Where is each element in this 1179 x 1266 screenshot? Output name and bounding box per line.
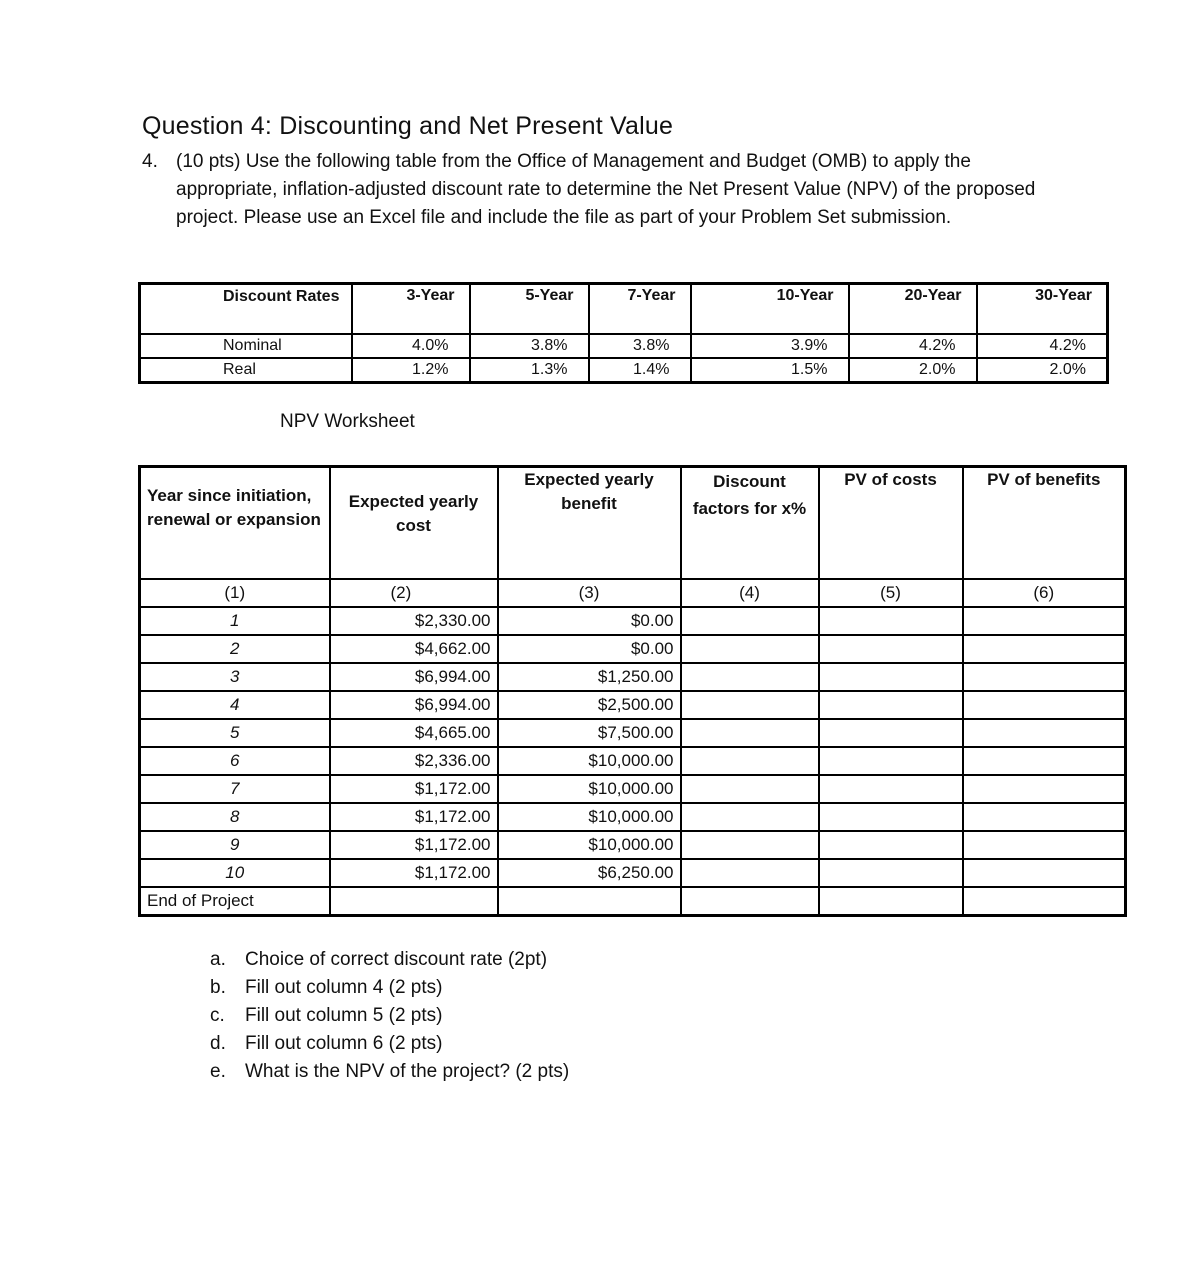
benefit-cell: $10,000.00 xyxy=(498,803,681,831)
question-body: (10 pts) Use the following table from the Office of Management and Budget (OMB) to apply the appropriate, inflation-adjusted discount rate to determine the Net Present Value (NPV) of the proposed project. Please use an Excel file and include the file as part of your Problem Set submission. xyxy=(176,151,1036,228)
task-item xyxy=(210,1058,569,1086)
pv-benefits-cell[interactable] xyxy=(963,663,1126,691)
npv-row xyxy=(140,831,1126,859)
benefit-cell: $7,500.00 xyxy=(498,719,681,747)
pv-benefits-cell[interactable] xyxy=(963,775,1126,803)
npv-row xyxy=(140,859,1126,887)
cost-cell: $4,665.00 xyxy=(330,719,498,747)
column-number: (5) xyxy=(819,579,963,607)
npv-row xyxy=(140,747,1126,775)
discount-factor-cell[interactable] xyxy=(681,719,819,747)
pv-costs-cell[interactable] xyxy=(819,607,963,635)
discount-factor-cell[interactable] xyxy=(681,803,819,831)
npv-row xyxy=(140,635,1126,663)
npv-row xyxy=(140,803,1126,831)
cost-cell: $6,994.00 xyxy=(330,663,498,691)
discount-factor-cell[interactable] xyxy=(681,635,819,663)
task-letter: e. xyxy=(210,1061,226,1082)
year-cell: 6 xyxy=(140,747,330,775)
rates-header-label: Discount Rates xyxy=(140,284,352,335)
pv-benefits-cell[interactable] xyxy=(963,691,1126,719)
cost-cell: $1,172.00 xyxy=(330,803,498,831)
year-cell: 4 xyxy=(140,691,330,719)
rate-value: 4.2% xyxy=(849,334,977,358)
npv-row xyxy=(140,775,1126,803)
rate-value: 3.9% xyxy=(691,334,849,358)
year-cell: 10 xyxy=(140,859,330,887)
pv-costs-cell[interactable] xyxy=(819,859,963,887)
pv-benefits-cell[interactable] xyxy=(963,635,1126,663)
rates-column-header: 3-Year xyxy=(352,284,470,335)
task-item xyxy=(210,1002,569,1030)
cost-cell: $4,662.00 xyxy=(330,635,498,663)
discount-factor-cell[interactable] xyxy=(681,663,819,691)
pv-costs-cell[interactable] xyxy=(819,747,963,775)
year-cell: 5 xyxy=(140,719,330,747)
rate-type-label: Nominal xyxy=(140,334,352,358)
cost-cell: $2,336.00 xyxy=(330,747,498,775)
year-cell: 3 xyxy=(140,663,330,691)
pv-costs-cell[interactable] xyxy=(819,803,963,831)
cost-cell: $1,172.00 xyxy=(330,859,498,887)
discount-factor-cell[interactable] xyxy=(681,859,819,887)
discount-rates-table xyxy=(138,282,1109,384)
column-number-row xyxy=(140,579,1126,607)
rate-value: 3.8% xyxy=(589,334,691,358)
worksheet-title: NPV Worksheet xyxy=(280,411,415,432)
task-letter: b. xyxy=(210,977,226,998)
npv-column-header: Year since initiation, renewal or expansion xyxy=(140,467,330,580)
question-number: 4. xyxy=(142,151,158,172)
empty-cell[interactable] xyxy=(819,887,963,916)
year-cell: 9 xyxy=(140,831,330,859)
npv-column-header: PV of costs xyxy=(819,467,963,580)
rate-value: 4.2% xyxy=(977,334,1108,358)
column-number: (6) xyxy=(963,579,1126,607)
empty-cell[interactable] xyxy=(681,887,819,916)
benefit-cell: $1,250.00 xyxy=(498,663,681,691)
column-number: (3) xyxy=(498,579,681,607)
column-number: (1) xyxy=(140,579,330,607)
task-item xyxy=(210,946,569,974)
benefit-cell: $10,000.00 xyxy=(498,747,681,775)
task-item xyxy=(210,1030,569,1058)
cost-cell: $2,330.00 xyxy=(330,607,498,635)
rates-column-header: 5-Year xyxy=(470,284,589,335)
task-text: Fill out column 4 (2 pts) xyxy=(245,977,443,998)
rates-column-header: 10-Year xyxy=(691,284,849,335)
rates-column-header: 30-Year xyxy=(977,284,1108,335)
pv-costs-cell[interactable] xyxy=(819,775,963,803)
benefit-cell: $10,000.00 xyxy=(498,775,681,803)
pv-costs-cell[interactable] xyxy=(819,719,963,747)
npv-column-header: Discount factors for x% xyxy=(681,467,819,580)
end-of-project-row xyxy=(140,887,1126,916)
benefit-cell: $0.00 xyxy=(498,635,681,663)
empty-cell[interactable] xyxy=(330,887,498,916)
task-letter: c. xyxy=(210,1005,225,1026)
discount-factor-cell[interactable] xyxy=(681,775,819,803)
year-cell: 8 xyxy=(140,803,330,831)
year-cell: 1 xyxy=(140,607,330,635)
pv-benefits-cell[interactable] xyxy=(963,859,1126,887)
task-letter: a. xyxy=(210,949,226,970)
discount-factor-cell[interactable] xyxy=(681,691,819,719)
pv-costs-cell[interactable] xyxy=(819,691,963,719)
rate-value: 1.3% xyxy=(470,358,589,383)
task-text: What is the NPV of the project? (2 pts) xyxy=(245,1061,570,1082)
discount-factor-cell[interactable] xyxy=(681,607,819,635)
npv-column-header: Expected yearly benefit xyxy=(498,467,681,580)
rate-value: 1.2% xyxy=(352,358,470,383)
rates-header-row xyxy=(140,284,1108,335)
npv-row xyxy=(140,663,1126,691)
task-letter: d. xyxy=(210,1033,226,1054)
npv-column-header: Expected yearly cost xyxy=(330,467,498,580)
task-text: Fill out column 6 (2 pts) xyxy=(245,1033,443,1054)
task-item xyxy=(210,974,569,1002)
pv-benefits-cell[interactable] xyxy=(963,747,1126,775)
column-number: (4) xyxy=(681,579,819,607)
rates-row xyxy=(140,358,1108,383)
rate-value: 2.0% xyxy=(849,358,977,383)
npv-row xyxy=(140,607,1126,635)
question-title: Question 4: Discounting and Net Present Value xyxy=(142,112,674,140)
pv-costs-cell[interactable] xyxy=(819,663,963,691)
rate-value: 2.0% xyxy=(977,358,1108,383)
rate-value: 1.5% xyxy=(691,358,849,383)
rate-value: 4.0% xyxy=(352,334,470,358)
pv-benefits-cell[interactable] xyxy=(963,719,1126,747)
pv-benefits-cell[interactable] xyxy=(963,803,1126,831)
question-text xyxy=(142,148,1042,232)
year-cell: 2 xyxy=(140,635,330,663)
discount-factor-cell[interactable] xyxy=(681,747,819,775)
task-text: Fill out column 5 (2 pts) xyxy=(245,1005,443,1026)
empty-cell[interactable] xyxy=(498,887,681,916)
year-cell: 7 xyxy=(140,775,330,803)
benefit-cell: $10,000.00 xyxy=(498,831,681,859)
npv-worksheet-table xyxy=(138,465,1127,917)
npv-row xyxy=(140,691,1126,719)
benefit-cell: $6,250.00 xyxy=(498,859,681,887)
discount-factor-cell[interactable] xyxy=(681,831,819,859)
task-list xyxy=(210,946,569,1086)
task-text: Choice of correct discount rate (2pt) xyxy=(245,949,548,970)
rates-row xyxy=(140,334,1108,358)
npv-column-header: PV of benefits xyxy=(963,467,1126,580)
rate-value: 3.8% xyxy=(470,334,589,358)
benefit-cell: $2,500.00 xyxy=(498,691,681,719)
rates-column-header: 20-Year xyxy=(849,284,977,335)
cost-cell: $6,994.00 xyxy=(330,691,498,719)
npv-header-row xyxy=(140,467,1126,580)
cost-cell: $1,172.00 xyxy=(330,831,498,859)
pv-benefits-cell[interactable] xyxy=(963,607,1126,635)
rates-column-header: 7-Year xyxy=(589,284,691,335)
column-number: (2) xyxy=(330,579,498,607)
rate-type-label: Real xyxy=(140,358,352,383)
pv-costs-cell[interactable] xyxy=(819,831,963,859)
npv-row xyxy=(140,719,1126,747)
benefit-cell: $0.00 xyxy=(498,607,681,635)
empty-cell[interactable] xyxy=(963,887,1126,916)
pv-benefits-cell[interactable] xyxy=(963,831,1126,859)
pv-costs-cell[interactable] xyxy=(819,635,963,663)
rate-value: 1.4% xyxy=(589,358,691,383)
cost-cell: $1,172.00 xyxy=(330,775,498,803)
end-of-project-label: End of Project xyxy=(140,887,330,916)
